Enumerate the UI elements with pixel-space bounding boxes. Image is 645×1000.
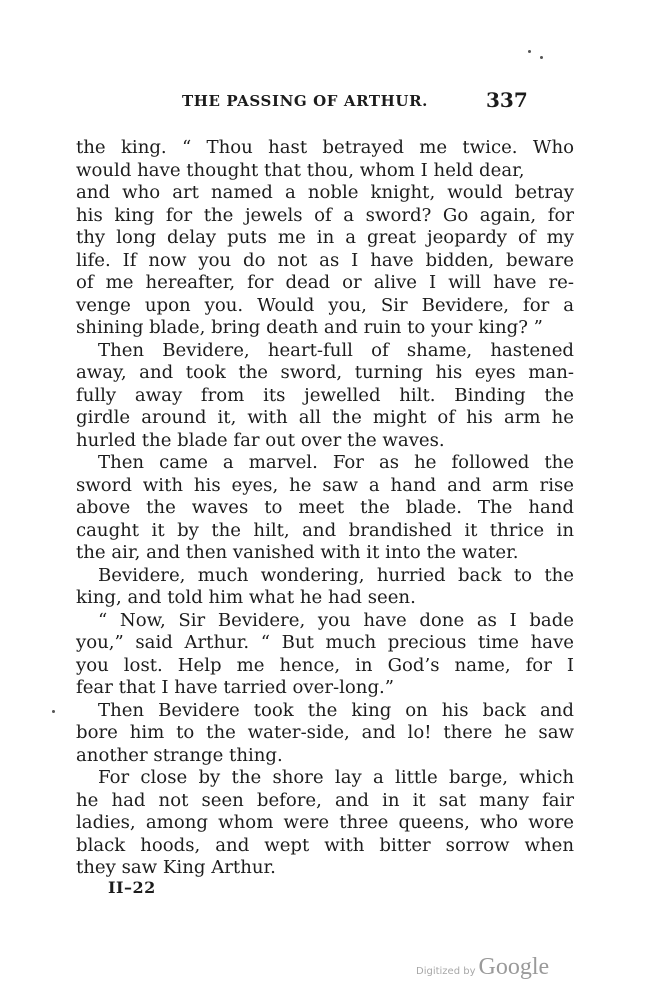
text-line: Then Bevidere, heart-full of shame, hastened (98, 339, 574, 361)
digitized-watermark (416, 954, 549, 981)
text-line: bore him to the water-side, and lo! there he saw (76, 722, 574, 743)
text-line: ladies, among whom were three queens, who wore (76, 812, 574, 833)
speck-mark (528, 50, 531, 53)
text-line: he had not seen before, and in it sat many fair (76, 789, 574, 811)
text-line: above the waves to meet the blade. The hand (76, 497, 574, 518)
text-line: For close by the shore lay a little barge, which (98, 767, 574, 788)
text-line: Then came a marvel. For as he followed the (98, 452, 574, 473)
text-line: black hoods, and wept with bitter sorrow when (76, 834, 574, 856)
text-line: life. If now you do not as I have bidden, beware (76, 249, 574, 271)
text-line: venge upon you. Would you, Sir Bevidere, for a (76, 294, 574, 316)
google-logo: Google (478, 954, 550, 980)
text-line: “ Now, Sir Bevidere, you have done as I bade (98, 609, 574, 631)
running-title: THE PASSING OF ARTHUR. (182, 92, 428, 110)
text-line: Bevidere, much wondering, hurried back to the (98, 564, 574, 586)
text-line: the air, and then vanished with it into the water. (76, 542, 519, 563)
text-line: and who art named a noble knight, would betray (76, 182, 574, 203)
text-line: away, and took the sword, turning his eyes man- (76, 362, 574, 383)
text-line: they saw King Arthur. (76, 857, 276, 878)
text-line: shining blade, bring death and ruin to your king? ” (76, 317, 543, 338)
signature-mark: II–22 (108, 878, 156, 897)
text-line: fear that I have tarried over-long.” (76, 677, 395, 698)
text-line: girdle around it, with all the might of his arm he (76, 407, 574, 428)
text-line: would have thought that thou, whom I held dear, (76, 159, 525, 181)
digitized-label: Digitized by (416, 966, 476, 977)
speck-mark (52, 710, 55, 713)
text-line: you lost. Help me hence, in God’s name, for I (76, 654, 574, 676)
text-line: fully away from its jewelled hilt. Binding the (76, 384, 574, 406)
text-line: thy long delay puts me in a great jeopardy of my (76, 227, 574, 248)
text-line: Then Bevidere took the king on his back and (98, 699, 574, 721)
text-line: sword with his eyes, he saw a hand and arm rise (76, 474, 574, 496)
text-line: the king. “ Thou hast betrayed me twice. Who (76, 137, 574, 158)
speck-mark (540, 56, 543, 59)
text-line: hurled the blade far out over the waves. (76, 429, 445, 451)
text-line: his king for the jewels of a sword? Go again, for (76, 204, 574, 226)
text-line: of me hereafter, for dead or alive I will have re- (76, 272, 574, 293)
text-line: you,” said Arthur. “ But much precious time have (76, 632, 574, 653)
page-number: 337 (486, 88, 528, 112)
text-line: king, and told him what he had seen. (76, 587, 416, 608)
text-line: another strange thing. (76, 744, 283, 766)
text-line: caught it by the hilt, and brandished it thrice in (76, 519, 574, 541)
